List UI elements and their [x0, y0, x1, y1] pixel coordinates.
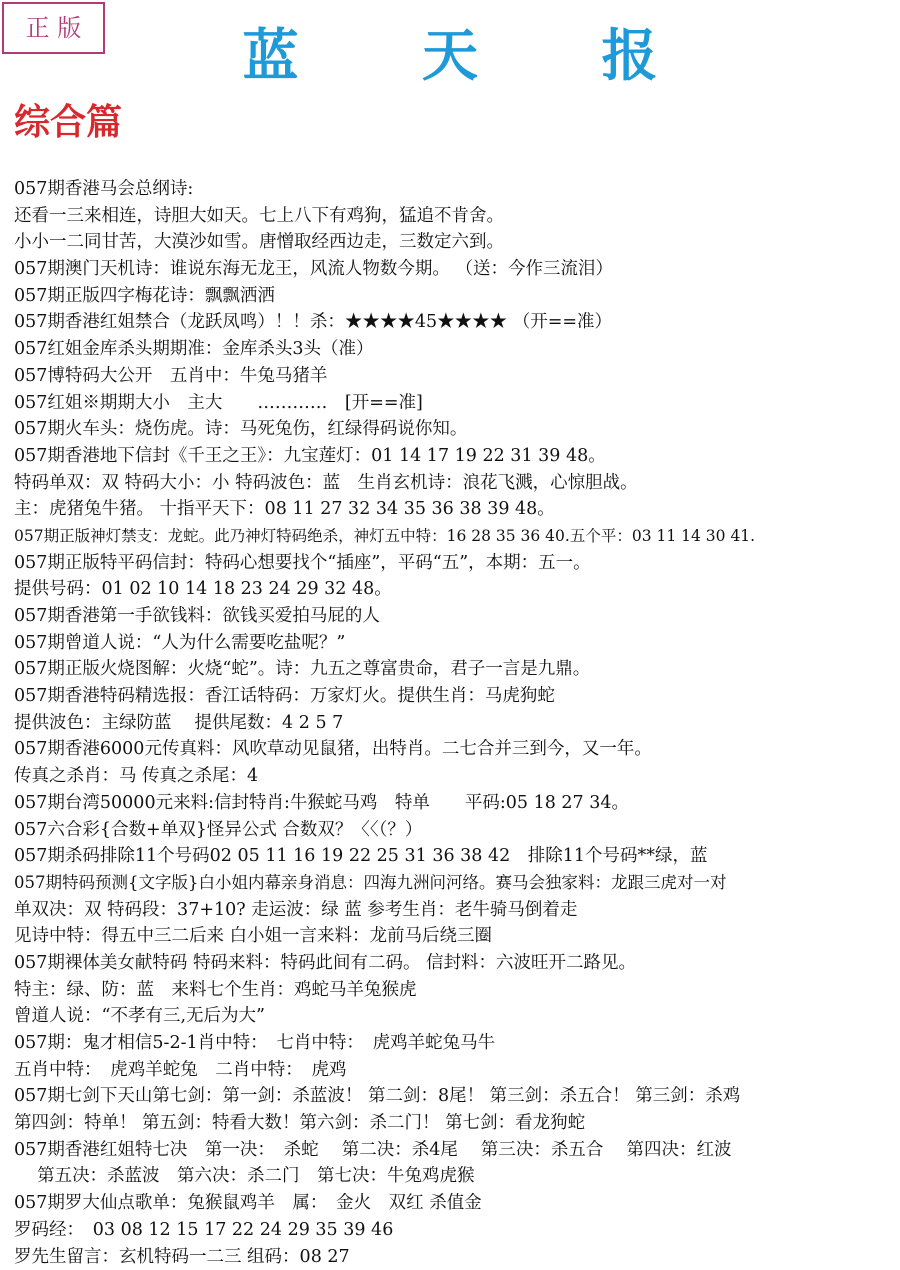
text-line: 第五决：杀蓝波 第六决：杀二门 第七决：牛兔鸡虎猴 — [14, 1163, 898, 1190]
text-line: 057期曾道人说：“人为什么需要吃盐呢？” — [14, 630, 898, 657]
text-line: 见诗中特：得五中三二后来 白小姐一言来料：龙前马后绕三圈 — [14, 923, 898, 950]
text-line: 五肖中特： 虎鸡羊蛇兔 二肖中特： 虎鸡 — [14, 1057, 898, 1084]
text-line: 单双决：双 特码段：37+10? 走运波：绿 蓝 参考生肖：老牛骑马倒着走 — [14, 897, 898, 924]
text-line: 057期裸体美女献特码 特码来料：特码此间有二码。 信封料：六波旺开二路见。 — [14, 950, 898, 977]
text-line: 罗码经： 03 08 12 15 17 22 24 29 35 39 46 — [14, 1217, 898, 1244]
text-line: 提供波色：主绿防蓝 提供尾数：4 2 5 7 — [14, 710, 898, 737]
text-line: 057期七剑下天山第七剑：第一剑：杀蓝波！ 第二剑：8尾！ 第三剑：杀五合！ 第三剑：杀鸡 — [14, 1083, 898, 1110]
text-line: 小小一二同甘苦，大漠沙如雪。唐憎取经西边走，三数定六到。 — [14, 229, 898, 256]
text-line: 057期杀码排除11个号码02 05 11 16 19 22 25 31 36 38 42 排除11个号码**绿，蓝 — [14, 843, 898, 870]
text-line: 057期香港地下信封《千王之王》：九宝莲灯：01 14 17 19 22 31 39 48。 — [14, 443, 898, 470]
text-line: 057期澳门天机诗：谁说东海无龙王，风流人物数今期。 （送：今作三流泪） — [14, 256, 898, 283]
text-line: 057期特码预测{文字版}白小姐内幕亲身消息：四海九洲问河络。赛马会独家料：龙跟三虎对一对 — [14, 870, 898, 897]
text-line: 057博特码大公开 五肖中：牛兔马猪羊 — [14, 363, 898, 390]
text-line: 057期罗大仙点歌单：兔猴鼠鸡羊 属： 金火 双红 杀值金 — [14, 1190, 898, 1217]
text-line: 057红姐金库杀头期期准：金库杀头3头（准） — [14, 336, 898, 363]
text-line: 057期香港红姐禁合（龙跃凤鸣）！！杀：★★★★45★★★★ （开==准） — [14, 309, 898, 336]
text-line: 057期香港马会总纲诗: — [14, 176, 898, 203]
edition-badge: 正 版 — [2, 2, 105, 54]
text-line: 057期火车头：烧伤虎。诗：马死兔伤，红绿得码说你知。 — [14, 416, 898, 443]
text-line: 057期正版特平码信封：特码心想要找个“插座”，平码“五”，本期：五一。 — [14, 550, 898, 577]
text-line: 057期正版火烧图解：火烧“蛇”。诗：九五之尊富贵命，君子一言是九鼎。 — [14, 656, 898, 683]
text-line: 057期香港特码精选报：香江话特码：万家灯火。提供生肖：马虎狗蛇 — [14, 683, 898, 710]
content-lines — [14, 176, 898, 1270]
text-line: 提供号码：01 02 10 14 18 23 24 29 32 48。 — [14, 576, 898, 603]
text-line: 第四剑：特单！ 第五剑：特看大数！第六剑：杀二门！ 第七剑：看龙狗蛇 — [14, 1110, 898, 1137]
section-heading: 综合篇 — [14, 94, 122, 145]
text-line: 罗先生留言：玄机特码一二三 组码：08 27 — [14, 1244, 898, 1270]
text-line: 057期香港6000元传真料：风吹草动见鼠猪，出特肖。二七合并三到今，又一年。 — [14, 736, 898, 763]
text-line: 057期台湾50000元来料:信封特肖:牛猴蛇马鸡 特单 平码:05 18 27 34。 — [14, 790, 898, 817]
text-line: 057期正版四字梅花诗：飘飘洒洒 — [14, 283, 898, 310]
text-line: 特码单双：双 特码大小：小 特码波色：蓝 生肖玄机诗：浪花飞溅，心惊胆战。 — [14, 470, 898, 497]
text-line: 主：虎猪兔牛猪。 十指平天下：08 11 27 32 34 35 36 38 39 48。 — [14, 496, 898, 523]
page-title: 蓝 天 报 — [0, 12, 900, 92]
text-line: 057期：鬼才相信5-2-1肖中特： 七肖中特： 虎鸡羊蛇兔马牛 — [14, 1030, 898, 1057]
text-line: 057期正版神灯禁支：龙蛇。此乃神灯特码绝杀，神灯五中特：16 28 35 36 40.五个平：03 11 14 30 41. — [14, 523, 898, 550]
text-line: 057红姐※期期大小 主大 ………… [开==准] — [14, 390, 898, 417]
text-line: 传真之杀肖：马 传真之杀尾：4 — [14, 763, 898, 790]
text-line: 057期香港第一手欲钱料：欲钱买爱拍马屁的人 — [14, 603, 898, 630]
text-line: 057六合彩{合数+单双}怪异公式 合数双？〈〈（？） — [14, 817, 898, 844]
text-line: 曾道人说：“不孝有三,无后为大” — [14, 1003, 898, 1030]
text-line: 057期香港红姐特七决 第一决： 杀蛇 第二决：杀4尾 第三决：杀五合 第四决：红波 — [14, 1137, 898, 1164]
text-line: 特主：绿、防：蓝 来料七个生肖：鸡蛇马羊兔猴虎 — [14, 977, 898, 1004]
text-line: 还看一三来相连，诗胆大如天。七上八下有鸡狗，猛追不肯舍。 — [14, 203, 898, 230]
